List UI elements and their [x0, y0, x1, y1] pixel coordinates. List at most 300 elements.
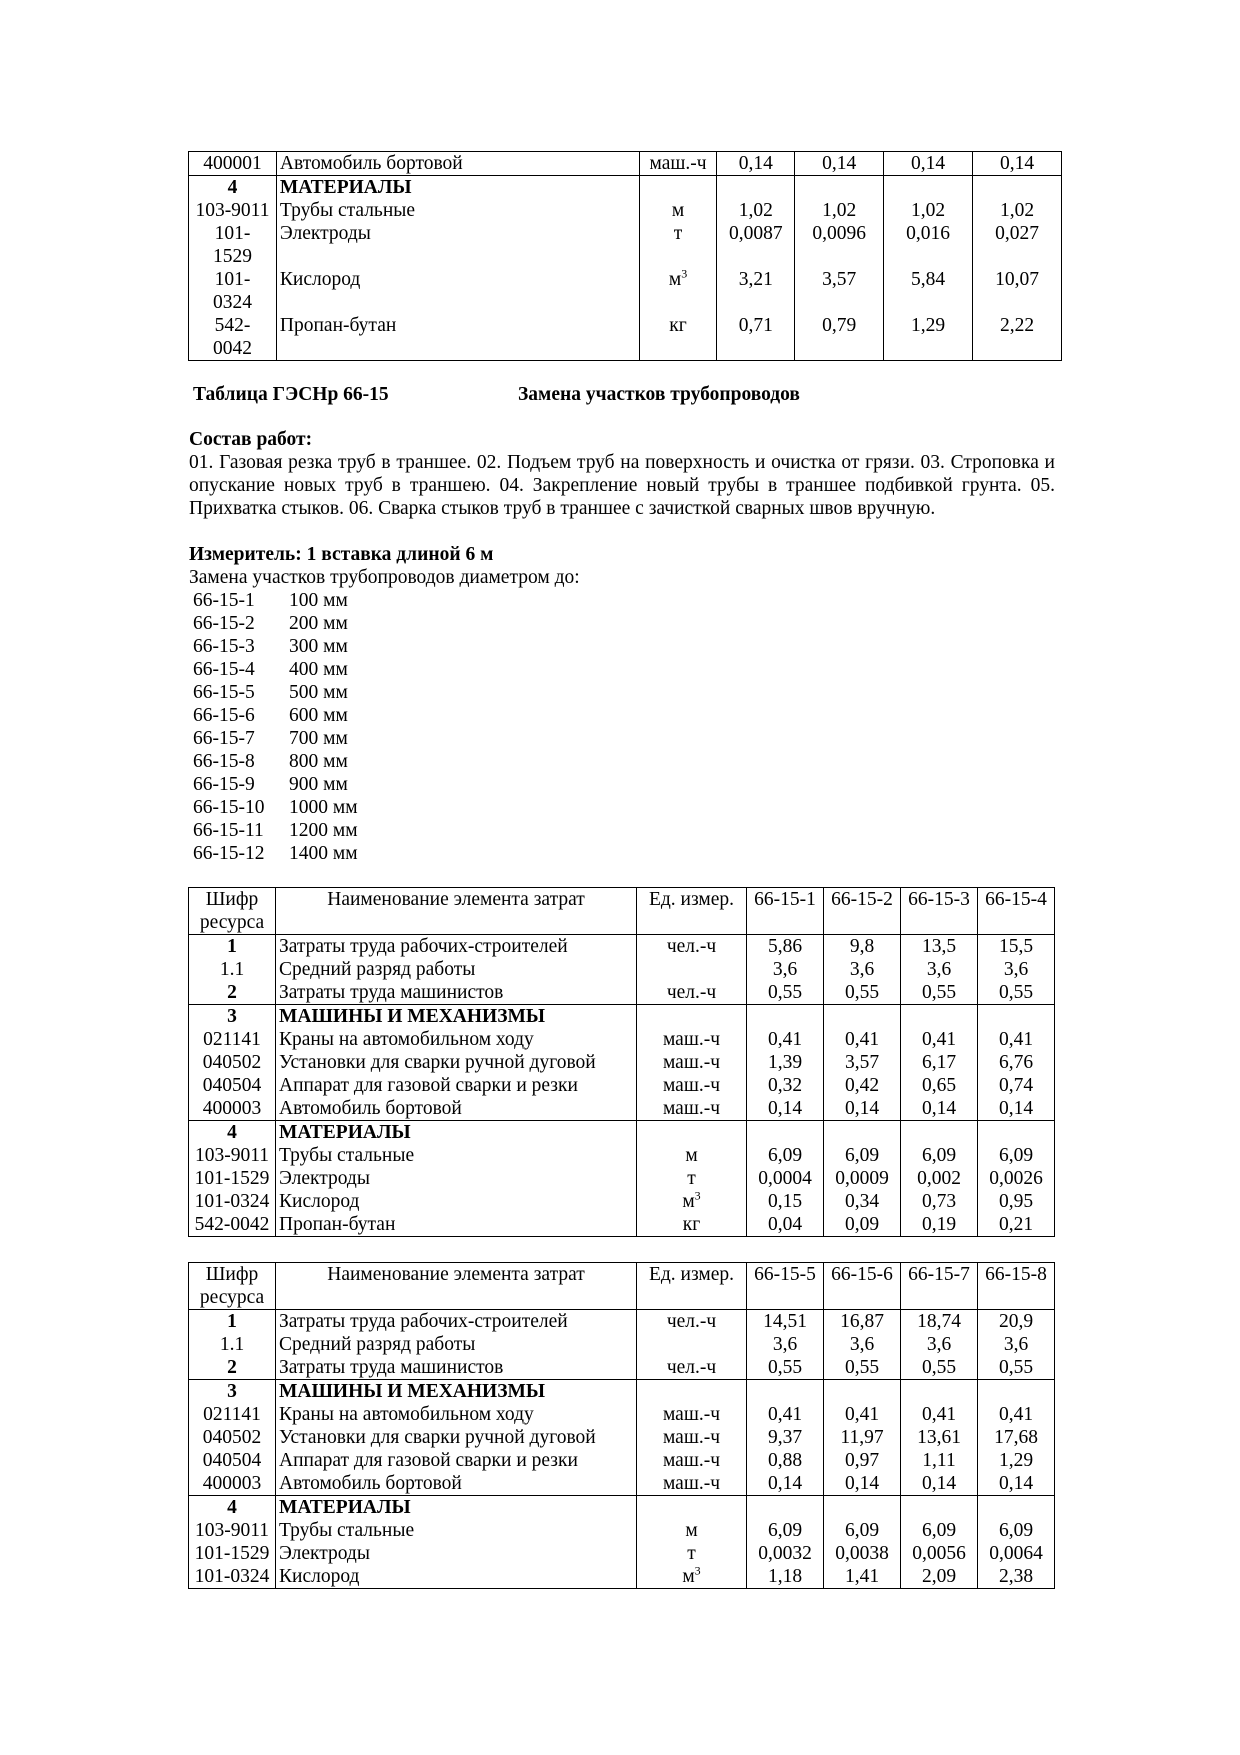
value-cell: 0,14: [824, 1472, 901, 1496]
resource-code: 4: [189, 176, 277, 200]
value-cell: 3,6: [747, 1333, 824, 1356]
value-cell: [901, 1496, 978, 1520]
value-cell: 9,8: [824, 935, 901, 959]
table-row: [189, 1496, 1055, 1520]
unit-cell: маш.-ч: [637, 1074, 747, 1097]
value-cell: 3,6: [747, 958, 824, 981]
value-cell: 6,09: [824, 1519, 901, 1542]
resource-name: МАШИНЫ И МЕХАНИЗМЫ: [276, 1005, 637, 1029]
value-cell: 0,0009: [824, 1167, 901, 1190]
value-cell: 0,19: [901, 1213, 978, 1237]
table-row: [189, 1213, 1055, 1237]
resource-code: 101-0324: [189, 1565, 276, 1589]
resource-code: 542-0042: [189, 1213, 276, 1237]
resource-code: 101-1529: [189, 1542, 276, 1565]
resource-code: 101- 1529: [189, 222, 277, 268]
list-item: [193, 773, 358, 796]
value-cell: 11,97: [824, 1426, 901, 1449]
norm-code: 66-15-4: [193, 659, 255, 680]
unit-cell: кг: [637, 1213, 747, 1237]
resource-code: 2: [189, 1356, 276, 1380]
norm-code: 66-15-1: [193, 590, 255, 611]
unit-cell: $м^3$: [639, 268, 717, 314]
table-row: [189, 1121, 1055, 1145]
value-cell: 6,09: [978, 1144, 1055, 1167]
diameter-size: 200 мм: [289, 613, 348, 634]
header-unit: Ед. измер.: [637, 888, 747, 935]
resource-code: 4: [189, 1121, 276, 1145]
value-cell: 6,76: [978, 1051, 1055, 1074]
table-row: [189, 1542, 1055, 1565]
unit-cell: м: [639, 199, 717, 222]
resource-name: Трубы стальные: [276, 1519, 637, 1542]
value-cell: 0,41: [824, 1403, 901, 1426]
value-cell: 0,55: [747, 981, 824, 1005]
value-cell: 1,02: [973, 199, 1062, 222]
resource-name: Затраты труда машинистов: [276, 981, 637, 1005]
value-cell: 0,55: [978, 1356, 1055, 1380]
value-cell: 13,61: [901, 1426, 978, 1449]
value-cell: 0,14: [901, 1097, 978, 1121]
value-cell: 6,09: [824, 1144, 901, 1167]
value-cell: 5,86: [747, 935, 824, 959]
diameter-size: 300 мм: [289, 636, 348, 657]
value-cell: 0,55: [747, 1356, 824, 1380]
value-cell: 0,74: [978, 1074, 1055, 1097]
resource-name: Средний разряд работы: [276, 958, 637, 981]
unit-cell: $м^3$: [637, 1565, 747, 1589]
value-cell: 6,09: [747, 1144, 824, 1167]
list-item: [193, 589, 358, 612]
table-header-row: [189, 1263, 1055, 1310]
resource-name: МАТЕРИАЛЫ: [276, 1121, 637, 1145]
value-cell: 0,65: [901, 1074, 978, 1097]
value-cell: 0,42: [824, 1074, 901, 1097]
norm-code: 66-15-10: [193, 797, 265, 818]
resource-code: 3: [189, 1380, 276, 1404]
header-code: Шифр ресурса: [189, 1263, 276, 1310]
table-row: [189, 268, 1062, 314]
value-cell: 3,21: [717, 268, 795, 314]
header-column: 66-15-6: [824, 1263, 901, 1310]
table-row: [189, 176, 1062, 200]
list-item: [193, 819, 358, 842]
header-column: 66-15-1: [747, 888, 824, 935]
value-cell: 0,14: [795, 152, 884, 176]
unit-cell: чел.-ч: [637, 1356, 747, 1380]
value-cell: 2,38: [978, 1565, 1055, 1589]
works-text: 01. Газовая резка труб в траншее. 02. Подъем труб на поверхность и очистка от грязи. 03. Строповка и опускание новых труб в траншею. 04. Закрепление новый трубы в траншее подбивкой грунта. 05. Прихватка стыков. 06. Сварка стыков труб в траншее с зачисткой сварных швов вручную.: [189, 452, 1055, 519]
header-name: Наименование элемента затрат: [276, 1263, 637, 1310]
resource-name: МАШИНЫ И МЕХАНИЗМЫ: [276, 1380, 637, 1404]
value-cell: 1,29: [884, 314, 973, 361]
table-row: [189, 314, 1062, 361]
works-heading: Состав работ:: [189, 429, 313, 450]
value-cell: 3,6: [901, 1333, 978, 1356]
value-cell: 2,09: [901, 1565, 978, 1589]
table-row: [189, 1097, 1055, 1121]
list-item: [193, 681, 358, 704]
resource-code: 4: [189, 1496, 276, 1520]
resource-code: 021141: [189, 1403, 276, 1426]
resource-name: МАТЕРИАЛЫ: [276, 1496, 637, 1520]
value-cell: 0,0056: [901, 1542, 978, 1565]
value-cell: 3,57: [824, 1051, 901, 1074]
unit-cell: т: [639, 222, 717, 268]
table-row: [189, 1565, 1055, 1589]
value-cell: 1,11: [901, 1449, 978, 1472]
resource-name: Автомобиль бортовой: [276, 1097, 637, 1121]
resource-name: МАТЕРИАЛЫ: [276, 176, 639, 200]
table-row: [189, 1167, 1055, 1190]
value-cell: 0,55: [824, 981, 901, 1005]
diameter-list: [193, 589, 358, 865]
value-cell: 1,29: [978, 1449, 1055, 1472]
value-cell: 0,97: [824, 1449, 901, 1472]
unit-superscript: 3: [694, 1563, 701, 1578]
value-cell: 0,88: [747, 1449, 824, 1472]
resource-name: Кислород: [276, 1190, 637, 1213]
unit-cell: маш.-ч: [639, 152, 717, 176]
diameter-intro: Замена участков трубопроводов диаметром до:: [189, 567, 580, 588]
value-cell: 0,14: [973, 152, 1062, 176]
value-cell: 0,0096: [795, 222, 884, 268]
resource-code: 021141: [189, 1028, 276, 1051]
resource-code: 103-9011: [189, 1519, 276, 1542]
header-column: 66-15-4: [978, 888, 1055, 935]
unit-cell: маш.-ч: [637, 1051, 747, 1074]
table-row: [189, 152, 1062, 176]
value-cell: 0,79: [795, 314, 884, 361]
resource-name: Затраты труда рабочих-строителей: [276, 935, 637, 959]
norm-code: 66-15-7: [193, 728, 255, 749]
value-cell: [824, 1496, 901, 1520]
value-cell: 0,15: [747, 1190, 824, 1213]
resource-code: 103-9011: [189, 1144, 276, 1167]
unit-cell: [637, 1333, 747, 1356]
unit-cell: [639, 176, 717, 200]
resource-name: Затраты труда машинистов: [276, 1356, 637, 1380]
value-cell: 0,04: [747, 1213, 824, 1237]
resource-table-continuation: [188, 151, 1062, 361]
unit-cell: маш.-ч: [637, 1472, 747, 1496]
value-cell: 0,41: [978, 1403, 1055, 1426]
value-cell: 3,6: [824, 958, 901, 981]
list-item: [193, 704, 358, 727]
resource-code: 103-9011: [189, 199, 277, 222]
resource-code: 1.1: [189, 1333, 276, 1356]
value-cell: 3,6: [824, 1333, 901, 1356]
value-cell: 0,09: [824, 1213, 901, 1237]
resource-name: Установки для сварки ручной дуговой: [276, 1051, 637, 1074]
value-cell: 0,0004: [747, 1167, 824, 1190]
diameter-size: 1200 мм: [289, 820, 358, 841]
value-cell: 0,0032: [747, 1542, 824, 1565]
resource-name: Трубы стальные: [276, 1144, 637, 1167]
value-cell: 0,41: [747, 1403, 824, 1426]
value-cell: 13,5: [901, 935, 978, 959]
diameter-size: 500 мм: [289, 682, 348, 703]
resource-code: 3: [189, 1005, 276, 1029]
list-item: [193, 658, 358, 681]
value-cell: 18,74: [901, 1310, 978, 1334]
value-cell: 0,14: [901, 1472, 978, 1496]
unit-cell: маш.-ч: [637, 1426, 747, 1449]
table-row: [189, 1005, 1055, 1029]
value-cell: 0,14: [978, 1097, 1055, 1121]
value-cell: [747, 1380, 824, 1404]
unit-cell: [637, 958, 747, 981]
norm-code: 66-15-8: [193, 751, 255, 772]
resource-code: 2: [189, 981, 276, 1005]
header-code: Шифр ресурса: [189, 888, 276, 935]
value-cell: 0,027: [973, 222, 1062, 268]
list-item: [193, 612, 358, 635]
value-cell: 3,6: [978, 1333, 1055, 1356]
resource-code: 1: [189, 935, 276, 959]
norm-code: 66-15-6: [193, 705, 255, 726]
unit-cell: маш.-ч: [637, 1403, 747, 1426]
resource-code: 542- 0042: [189, 314, 277, 361]
resource-code: 040502: [189, 1051, 276, 1074]
resource-code: 040502: [189, 1426, 276, 1449]
value-cell: 6,09: [747, 1519, 824, 1542]
value-cell: 0,95: [978, 1190, 1055, 1213]
list-item: [193, 727, 358, 750]
value-cell: 0,71: [717, 314, 795, 361]
resource-code: 101- 0324: [189, 268, 277, 314]
table-row: [189, 1519, 1055, 1542]
value-cell: 3,6: [901, 958, 978, 981]
resource-code: 101-1529: [189, 1167, 276, 1190]
value-cell: 2,22: [973, 314, 1062, 361]
diameter-size: 800 мм: [289, 751, 348, 772]
resource-name: Пропан-бутан: [276, 1213, 637, 1237]
table-row: [189, 1356, 1055, 1380]
value-cell: 0,0087: [717, 222, 795, 268]
value-cell: 0,41: [747, 1028, 824, 1051]
value-cell: 10,07: [973, 268, 1062, 314]
unit-cell: $м^3$: [637, 1190, 747, 1213]
unit-cell: маш.-ч: [637, 1028, 747, 1051]
value-cell: [901, 1380, 978, 1404]
value-cell: 6,17: [901, 1051, 978, 1074]
resource-code: 1.1: [189, 958, 276, 981]
table-row: [189, 1028, 1055, 1051]
table-title: Замена участков трубопроводов: [518, 384, 800, 405]
table-row: [189, 1144, 1055, 1167]
value-cell: 15,5: [978, 935, 1055, 959]
table-row: [189, 981, 1055, 1005]
table-row: [189, 222, 1062, 268]
diameter-size: 100 мм: [289, 590, 348, 611]
resource-name: Аппарат для газовой сварки и резки: [276, 1074, 637, 1097]
unit-cell: м: [637, 1519, 747, 1542]
value-cell: 1,02: [884, 199, 973, 222]
unit-cell: м: [637, 1144, 747, 1167]
value-cell: [717, 176, 795, 200]
norm-code: 66-15-11: [193, 820, 264, 841]
value-cell: [824, 1380, 901, 1404]
unit-cell: чел.-ч: [637, 1310, 747, 1334]
unit-cell: [637, 1005, 747, 1029]
value-cell: 0,41: [978, 1028, 1055, 1051]
value-cell: 0,0026: [978, 1167, 1055, 1190]
table-row: [189, 1310, 1055, 1334]
table-row: [189, 1051, 1055, 1074]
value-cell: 16,87: [824, 1310, 901, 1334]
value-cell: [978, 1496, 1055, 1520]
norm-code: 66-15-3: [193, 636, 255, 657]
value-cell: 6,09: [978, 1519, 1055, 1542]
resource-name: Кислород: [276, 1565, 637, 1589]
value-cell: [973, 176, 1062, 200]
table-header-row: [189, 888, 1055, 935]
value-cell: 0,32: [747, 1074, 824, 1097]
value-cell: 1,02: [795, 199, 884, 222]
table-row: [189, 199, 1062, 222]
diameter-size: 400 мм: [289, 659, 348, 680]
value-cell: 1,39: [747, 1051, 824, 1074]
value-cell: 0,14: [747, 1097, 824, 1121]
resource-name: Установки для сварки ручной дуговой: [276, 1426, 637, 1449]
resource-name: Трубы стальные: [276, 199, 639, 222]
value-cell: [978, 1380, 1055, 1404]
table-row: [189, 958, 1055, 981]
header-name: Наименование элемента затрат: [276, 888, 637, 935]
resource-name: Электроды: [276, 1167, 637, 1190]
value-cell: [978, 1121, 1055, 1145]
header-column: 66-15-7: [901, 1263, 978, 1310]
value-cell: 0,14: [824, 1097, 901, 1121]
norm-code: 66-15-9: [193, 774, 255, 795]
value-cell: [747, 1121, 824, 1145]
value-cell: 0,14: [978, 1472, 1055, 1496]
resource-code: 400001: [189, 152, 277, 176]
table-row: [189, 1472, 1055, 1496]
table-row: [189, 1190, 1055, 1213]
value-cell: 3,6: [978, 958, 1055, 981]
resource-name: Кислород: [276, 268, 639, 314]
value-cell: [747, 1496, 824, 1520]
unit-cell: т: [637, 1542, 747, 1565]
value-cell: 5,84: [884, 268, 973, 314]
resource-name: Краны на автомобильном ходу: [276, 1028, 637, 1051]
resource-name: Автомобиль бортовой: [276, 152, 639, 176]
resource-name: Аппарат для газовой сварки и резки: [276, 1449, 637, 1472]
resource-code: 040504: [189, 1449, 276, 1472]
header-column: 66-15-5: [747, 1263, 824, 1310]
unit-cell: маш.-ч: [637, 1097, 747, 1121]
value-cell: 17,68: [978, 1426, 1055, 1449]
value-cell: 0,21: [978, 1213, 1055, 1237]
resource-name: Краны на автомобильном ходу: [276, 1403, 637, 1426]
value-cell: [901, 1121, 978, 1145]
resource-code: 040504: [189, 1074, 276, 1097]
diameter-size: 1400 мм: [289, 843, 358, 864]
resource-name: Электроды: [276, 1542, 637, 1565]
resource-name: Средний разряд работы: [276, 1333, 637, 1356]
value-cell: [978, 1005, 1055, 1029]
table-row: [189, 935, 1055, 959]
value-cell: 0,34: [824, 1190, 901, 1213]
value-cell: 0,73: [901, 1190, 978, 1213]
diameter-size: 700 мм: [289, 728, 348, 749]
resource-code: 400003: [189, 1472, 276, 1496]
diameter-size: 600 мм: [289, 705, 348, 726]
value-cell: 0,002: [901, 1167, 978, 1190]
diameter-size: 900 мм: [289, 774, 348, 795]
list-item: [193, 842, 358, 865]
resource-name: Автомобиль бортовой: [276, 1472, 637, 1496]
value-cell: 0,41: [901, 1028, 978, 1051]
resource-table-1: [188, 887, 1055, 1237]
header-column: 66-15-2: [824, 888, 901, 935]
value-cell: 0,14: [717, 152, 795, 176]
list-item: [193, 635, 358, 658]
value-cell: [901, 1005, 978, 1029]
value-cell: [824, 1005, 901, 1029]
unit-cell: маш.-ч: [637, 1449, 747, 1472]
measure-unit: Измеритель: 1 вставка длиной 6 м: [189, 544, 494, 565]
table-row: [189, 1074, 1055, 1097]
list-item: [193, 750, 358, 773]
list-item: [193, 796, 358, 819]
value-cell: 0,55: [824, 1356, 901, 1380]
unit-cell: т: [637, 1167, 747, 1190]
value-cell: 9,37: [747, 1426, 824, 1449]
header-column: 66-15-8: [978, 1263, 1055, 1310]
resource-table-2: [188, 1262, 1055, 1589]
table-row: [189, 1426, 1055, 1449]
value-cell: 6,09: [901, 1519, 978, 1542]
value-cell: 1,18: [747, 1565, 824, 1589]
resource-code: 1: [189, 1310, 276, 1334]
unit-superscript: 3: [694, 1188, 701, 1203]
value-cell: [747, 1005, 824, 1029]
value-cell: 1,41: [824, 1565, 901, 1589]
table-row: [189, 1449, 1055, 1472]
unit-superscript: 3: [681, 266, 688, 281]
value-cell: 20,9: [978, 1310, 1055, 1334]
diameter-size: 1000 мм: [289, 797, 358, 818]
value-cell: 3,57: [795, 268, 884, 314]
value-cell: 0,14: [747, 1472, 824, 1496]
value-cell: 0,55: [901, 1356, 978, 1380]
unit-cell: чел.-ч: [637, 981, 747, 1005]
value-cell: 0,55: [901, 981, 978, 1005]
value-cell: 0,41: [901, 1403, 978, 1426]
value-cell: 14,51: [747, 1310, 824, 1334]
resource-code: 101-0324: [189, 1190, 276, 1213]
norm-code: 66-15-5: [193, 682, 255, 703]
value-cell: [795, 176, 884, 200]
unit-cell: [637, 1380, 747, 1404]
resource-code: 400003: [189, 1097, 276, 1121]
norm-code: 66-15-12: [193, 843, 265, 864]
unit-cell: [637, 1121, 747, 1145]
resource-name: Электроды: [276, 222, 639, 268]
value-cell: [884, 176, 973, 200]
table-row: [189, 1403, 1055, 1426]
value-cell: 0,14: [884, 152, 973, 176]
table-row: [189, 1380, 1055, 1404]
table-label: Таблица ГЭСНр 66-15: [193, 384, 389, 405]
unit-cell: чел.-ч: [637, 935, 747, 959]
value-cell: 0,0064: [978, 1542, 1055, 1565]
value-cell: 0,0038: [824, 1542, 901, 1565]
value-cell: 1,02: [717, 199, 795, 222]
